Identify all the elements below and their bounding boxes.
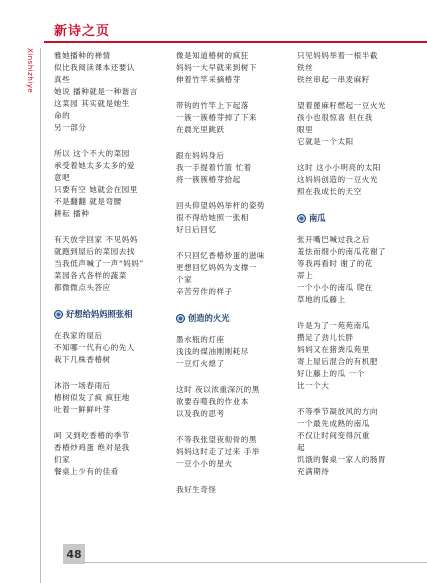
poem-line: 像是知道椿树的疯狂 bbox=[176, 51, 249, 60]
poem-line: 不是翻翻 就是弯腰 bbox=[54, 197, 122, 206]
poem-line: 一簇一簇椿芽掉了下来 bbox=[176, 113, 257, 122]
poem-line: 只要有空 她就会在园里 bbox=[54, 185, 138, 194]
poem-line: 妈妈一大早就来到树下 bbox=[176, 63, 257, 72]
poem-line: 这菜园 其实就是她生 bbox=[54, 99, 130, 108]
poem-line: 耕耘 播种 bbox=[54, 209, 90, 218]
poem-title-text: 创造的火光 bbox=[188, 313, 230, 323]
poem-column-3 bbox=[297, 50, 417, 492]
poem-line: 意吧 bbox=[54, 173, 71, 182]
footer-rule bbox=[85, 562, 427, 563]
poem-line: 这时 这小小明亮的太阳 bbox=[297, 163, 381, 172]
poem-line: 等我再看时 谢了的花 bbox=[297, 259, 373, 268]
poem-stanza bbox=[176, 100, 296, 136]
poem-line: 蒂上 bbox=[297, 271, 314, 280]
poem-column-1 bbox=[54, 50, 174, 492]
poem-line: 铁丝串起一串麦麻籽 bbox=[297, 75, 370, 84]
poem-line: 不等季节凝放风的方向 bbox=[297, 407, 378, 416]
poem-stanza bbox=[54, 430, 174, 478]
poem-line: 好日后回忆 bbox=[176, 225, 217, 234]
poem-line: 它就是一个太阳 bbox=[297, 137, 354, 146]
poem-stanza bbox=[297, 320, 417, 392]
poem-line: 承受着她太多太多的爱 bbox=[54, 161, 135, 170]
poem-line: 铁丝 bbox=[297, 63, 314, 72]
poem-stanza bbox=[176, 250, 296, 298]
poem-line: 望着蓖麻籽燃起一豆火光 bbox=[297, 101, 387, 110]
poem-line: 好让藤上的瓜 一个 bbox=[297, 369, 365, 378]
poem-line: 一豆灯火熄了 bbox=[176, 359, 225, 368]
poem-line: 回头仰望妈妈举杆的姿势 bbox=[176, 201, 266, 210]
margin-rule bbox=[40, 48, 41, 583]
poem-line: 有天放学回家 不见妈妈 bbox=[54, 235, 138, 244]
poem-line: 命的 bbox=[54, 111, 71, 120]
poem-line: 沐浴一场春雨后 bbox=[54, 381, 111, 390]
poem-stanza bbox=[176, 150, 296, 186]
poem-line: 雅她播种的禅情 bbox=[54, 51, 111, 60]
poem-line: 草地的瓜藤上 bbox=[297, 295, 346, 304]
poem-line: 伸着竹竿采摘椿芽 bbox=[176, 75, 241, 84]
poem-stanza bbox=[297, 100, 417, 148]
poem-line: 真些 bbox=[54, 75, 71, 84]
poem-line: 不仅让时间变得沉重 bbox=[297, 431, 370, 440]
poem-stanza bbox=[297, 50, 417, 86]
poem-line: 餐桌上少有的佳肴 bbox=[54, 467, 119, 476]
poem-line: 在晨光里跳跃 bbox=[176, 125, 225, 134]
poem-stanza bbox=[176, 434, 296, 470]
poem-line: 椿树似发了疯 疯狂地 bbox=[54, 393, 130, 402]
title-bullet-icon bbox=[54, 310, 63, 319]
poem-line: 一个最先成熟的南瓜 bbox=[297, 419, 370, 428]
poem-stanza bbox=[54, 330, 174, 366]
title-bullet-icon bbox=[176, 314, 185, 323]
poem-stanza bbox=[176, 200, 296, 236]
poem-line: 寄上屋后混合的有机肥 bbox=[297, 357, 378, 366]
poem-line: 妈妈这时走了过来 手举 bbox=[176, 447, 260, 456]
poem-line: 一豆小小的星火 bbox=[176, 459, 233, 468]
poem-stanza bbox=[54, 380, 174, 416]
poem-stanza bbox=[54, 50, 174, 134]
poem-stanza bbox=[176, 484, 296, 496]
poem-line: 当我低声喊了一声“妈妈” bbox=[54, 259, 144, 268]
poem-line: 只见妈妈举着一根半截 bbox=[297, 51, 378, 60]
poem-line: 我一手提着竹篮 忙着 bbox=[176, 163, 252, 172]
poem-line: 很不得给她照一张相 bbox=[176, 213, 249, 222]
poem-line: 不只回忆香椿炒蛋的滋味 bbox=[176, 251, 266, 260]
poem-line: 将一簇簇椿芽拾起 bbox=[176, 175, 241, 184]
poem-line: 不等我张望夜彻骨的黑 bbox=[176, 435, 257, 444]
vertical-section-label: Xinshizhiye bbox=[26, 48, 34, 94]
poem-line: 不知哪一代有心的先人 bbox=[54, 343, 135, 352]
poem-line: 张开嘴巴喊过我之后 bbox=[297, 235, 370, 244]
poem-line: 起 bbox=[297, 443, 306, 452]
poem-line: 羞怯而细小的南瓜花谢了 bbox=[297, 247, 387, 256]
poem-title bbox=[297, 212, 417, 224]
poem-line: 我好生奇怪 bbox=[176, 485, 217, 494]
poem-line: 在我家的屋后 bbox=[54, 331, 103, 340]
poem-line: 们家 bbox=[54, 455, 71, 464]
poem-stanza bbox=[297, 234, 417, 306]
poem-title-text: 好想给妈妈照张相 bbox=[66, 309, 133, 319]
poem-line: 孩小也很惊喜 但在我 bbox=[297, 113, 373, 122]
poem-line: 这时 夜以浓重深沉的黑 bbox=[176, 385, 260, 394]
poem-line: 香椿炒鸡蛋 绝对是我 bbox=[54, 443, 130, 452]
poem-line: 都微微点头答应 bbox=[54, 283, 111, 292]
poem-line: 这妈妈创造的一豆火光 bbox=[297, 175, 378, 184]
poem-line: 跟在妈妈身后 bbox=[176, 151, 225, 160]
poem-line: 眼里 bbox=[297, 125, 314, 134]
poem-line: 许是为了一苑苑南瓜 bbox=[297, 321, 370, 330]
poem-stanza bbox=[176, 334, 296, 370]
poem-line: 以及我的思考 bbox=[176, 409, 225, 418]
poem-title bbox=[176, 312, 296, 324]
poem-line: 另一部分 bbox=[54, 123, 87, 132]
poem-line: 辛苦劳作的样子 bbox=[176, 287, 233, 296]
poem-line: 攒足了劲儿长胖 bbox=[297, 333, 354, 342]
poem-stanza bbox=[297, 406, 417, 478]
poem-line: 呵 又到吃香椿的季节 bbox=[54, 431, 130, 440]
poem-line: 比一个大 bbox=[297, 381, 330, 390]
poem-stanza bbox=[297, 162, 417, 198]
poem-stanza bbox=[54, 234, 174, 294]
poem-line: 带钩的竹竿上下起落 bbox=[176, 101, 249, 110]
poem-line: 一个小小的南瓜 爬在 bbox=[297, 283, 373, 292]
poem-line: 更想回忆妈妈为支撑一 bbox=[176, 263, 257, 272]
title-bullet-icon bbox=[297, 214, 306, 223]
poem-line: 菜园各式各样的蔬菜 bbox=[54, 271, 127, 280]
poem-column-2 bbox=[176, 50, 296, 510]
page-number: 48 bbox=[63, 544, 85, 564]
poem-stanza bbox=[176, 50, 296, 86]
poem-line: 她说 播种就是一种谐言 bbox=[54, 87, 138, 96]
poem-stanza bbox=[176, 384, 296, 420]
poem-line: 照在我成长的天空 bbox=[297, 187, 362, 196]
poem-line: 墨水瓶的灯座 bbox=[176, 335, 225, 344]
poem-line: 充满期待 bbox=[297, 467, 330, 476]
poem-line: 个家 bbox=[176, 275, 193, 284]
poem-line: 欲要吞噬我的作业本 bbox=[176, 397, 249, 406]
poem-title-text: 南瓜 bbox=[309, 213, 326, 223]
poem-line: 栽下几株香椿树 bbox=[54, 355, 111, 364]
poem-line: 浅浅的煤油刚刚耗尽 bbox=[176, 347, 249, 356]
poem-title bbox=[54, 308, 174, 320]
header-rule bbox=[44, 41, 427, 43]
poem-stanza bbox=[54, 148, 174, 220]
poem-line: 似比我阅读课本还要认 bbox=[54, 63, 135, 72]
poem-line: 饥饿的餐桌一家人的肠胃 bbox=[297, 455, 387, 464]
section-title: 新诗之页 bbox=[54, 24, 111, 39]
poem-line: 吐着一鲜鲜叶芽 bbox=[54, 405, 111, 414]
poem-line: 妈妈又在猪粪瓜苑里 bbox=[297, 345, 370, 354]
poem-line: 就跑到屋后的菜园去找 bbox=[54, 247, 135, 256]
poem-line: 所以 这个不大的菜园 bbox=[54, 149, 130, 158]
